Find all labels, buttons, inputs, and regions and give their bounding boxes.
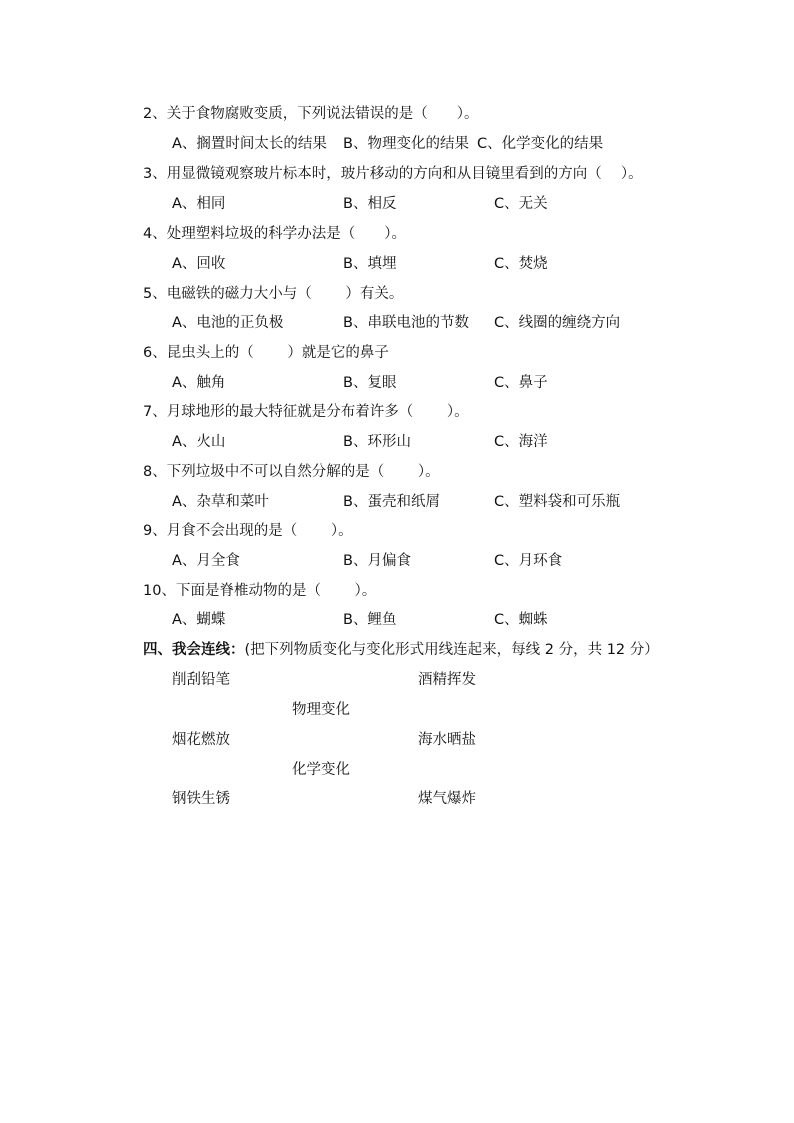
question-7-option-c: C、海洋 [494, 434, 548, 450]
question-10-option-a: A、蝴蝶 [172, 612, 226, 628]
question-6-option-c: C、鼻子 [494, 375, 548, 391]
question-9-option-a: A、月全食 [172, 553, 240, 569]
question-7-stem: 7、月球地形的最大特征就是分布着许多（ ）。 [143, 404, 469, 420]
question-5-option-b: B、串联电池的节数 [343, 315, 469, 331]
question-6-option-b: B、复眼 [343, 375, 397, 391]
question-9-option-c: C、月环食 [494, 553, 563, 569]
match-left-item: 烟花燃放 [172, 732, 230, 748]
match-right-item: 酒精挥发 [418, 672, 476, 688]
match-right-item: 海水晒盐 [418, 732, 476, 748]
question-7-option-a: A、火山 [172, 434, 226, 450]
section-4-heading [143, 640, 659, 660]
question-8-stem: 8、下列垃圾中不可以自然分解的是（ ）。 [143, 464, 440, 480]
match-left-item: 钢铁生锈 [172, 791, 230, 807]
question-2-option-b: B、物理变化的结果 [343, 136, 469, 152]
question-8-option-b: B、蛋壳和纸屑 [343, 494, 440, 510]
question-3-option-a: A、相同 [172, 196, 226, 212]
question-9-stem: 9、月食不会出现的是（ ）。 [143, 523, 353, 539]
question-4-option-c: C、焚烧 [494, 256, 548, 272]
match-middle-item: 物理变化 [292, 702, 350, 718]
question-4-option-a: A、回收 [172, 256, 226, 272]
question-4-stem: 4、处理塑料垃圾的科学办法是（ ）。 [143, 226, 406, 242]
question-3-option-b: B、相反 [343, 196, 397, 212]
question-5-stem: 5、电磁铁的磁力大小与（ ）有关。 [143, 286, 404, 302]
question-2-option-a: A、搁置时间太长的结果 [172, 136, 327, 152]
question-10-option-c: C、蜘蛛 [494, 612, 548, 628]
question-3-option-c: C、无关 [494, 196, 548, 212]
question-10-option-b: B、鲤鱼 [343, 612, 397, 628]
question-2-option-c: C、化学变化的结果 [477, 136, 604, 152]
question-3-stem: 3、用显微镜观察玻片标本时，玻片移动的方向和从目镜里看到的方向（ ）。 [143, 166, 643, 182]
question-8-option-a: A、杂草和菜叶 [172, 494, 269, 510]
match-right-item: 煤气爆炸 [418, 791, 476, 807]
question-6-stem: 6、昆虫头上的（ ）就是它的鼻子 [143, 345, 389, 361]
question-5-option-c: C、线圈的缠绕方向 [494, 315, 621, 331]
question-9-option-b: B、月偏食 [343, 553, 411, 569]
question-2-stem: 2、关于食物腐败变质，下列说法错误的是（ ）。 [143, 106, 479, 122]
section-4-note: (把下列物质变化与变化形式用线连起来，每线 2 分，共 12 分） [244, 642, 659, 658]
question-5-option-a: A、电池的正负极 [172, 315, 284, 331]
match-middle-item: 化学变化 [292, 762, 350, 778]
question-8-option-c: C、塑料袋和可乐瓶 [494, 494, 621, 510]
question-4-option-b: B、填埋 [343, 256, 397, 272]
question-6-option-a: A、触角 [172, 375, 226, 391]
section-4-title: 四、我会连线： [143, 642, 245, 658]
match-left-item: 削刮铅笔 [172, 672, 230, 688]
question-7-option-b: B、环形山 [343, 434, 411, 450]
question-10-stem: 10、下面是脊椎动物的是（ ）。 [143, 583, 377, 599]
